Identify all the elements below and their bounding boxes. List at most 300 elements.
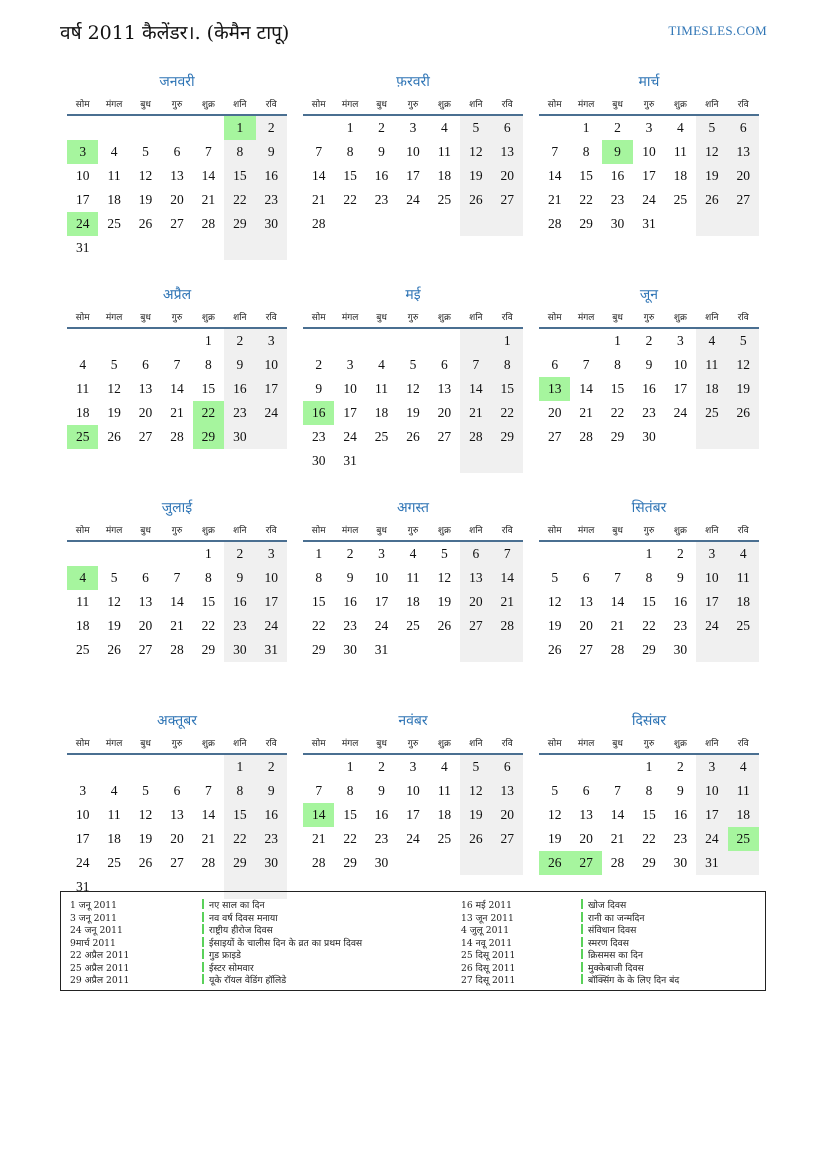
weekday-header: सोम (303, 305, 334, 328)
day-cell: 18 (406, 594, 420, 609)
weekday-header: मंगल (98, 305, 129, 328)
day-cell: 8 (614, 357, 621, 372)
empty-cell (696, 449, 727, 473)
day-cell: 4 (441, 120, 448, 135)
day-cell: 12 (460, 779, 491, 803)
weekday-header: सोम (303, 518, 334, 541)
empty-cell (303, 754, 334, 779)
day-cell: 8 (205, 570, 212, 585)
day-cell: 31 (75, 879, 90, 894)
day-cell: 21 (170, 405, 184, 420)
day-cell: 15 (579, 168, 593, 183)
day-cell: 22 (642, 831, 656, 846)
day-cell: 21 (610, 618, 625, 633)
day-cell: 16 (610, 168, 625, 183)
empty-cell (397, 328, 428, 353)
day-cell: 5 (142, 144, 149, 159)
holiday-name: मुक्केबाजी दिवस (588, 962, 644, 974)
weekday-header: सोम (67, 305, 98, 328)
empty-cell (334, 328, 365, 353)
day-cell: 23 (256, 827, 287, 851)
day-cell: 20 (492, 164, 523, 188)
day-cell: 29 (224, 212, 255, 236)
month-table (303, 92, 523, 260)
empty-cell (67, 449, 98, 473)
holiday-date: 26 दिसू 2011 (461, 962, 516, 974)
day-cell: 2 (614, 120, 621, 135)
weekday-header: शुक्र (665, 731, 696, 754)
day-cell: 7 (173, 357, 181, 372)
day-cell: 31 (343, 453, 357, 468)
day-cell: 8 (582, 144, 590, 159)
day-cell: 22 (492, 401, 523, 425)
empty-cell (161, 236, 192, 260)
empty-cell (397, 638, 428, 662)
day-cell: 2 (256, 754, 287, 779)
day-cell: 12 (547, 807, 562, 822)
empty-cell (728, 236, 759, 260)
empty-cell (98, 541, 129, 566)
day-cell: 20 (547, 405, 562, 420)
empty-cell (161, 449, 192, 473)
empty-cell (429, 212, 460, 236)
day-cell: 12 (107, 594, 121, 609)
day-cell: 2 (256, 115, 287, 140)
day-cell: 7 (205, 783, 212, 798)
day-cell: 21 (201, 192, 216, 207)
empty-cell (492, 236, 523, 260)
day-cell: 30 (256, 851, 287, 875)
weekday-header: गुरु (397, 731, 428, 754)
empty-cell (492, 638, 523, 662)
empty-cell (98, 449, 129, 473)
day-cell: 16 (374, 807, 389, 822)
weekday-header: गुरु (161, 305, 192, 328)
day-cell: 9 (677, 570, 684, 585)
empty-cell (67, 662, 98, 686)
day-cell: 12 (460, 140, 491, 164)
day-cell: 14 (547, 168, 562, 183)
empty-cell (98, 236, 129, 260)
day-cell: 12 (696, 140, 727, 164)
day-cell: 10 (343, 381, 357, 396)
month-calendar (303, 498, 523, 711)
day-cell: 16 (256, 164, 287, 188)
weekday-header: रवि (728, 731, 759, 754)
empty-cell (256, 662, 287, 686)
holiday-name: राष्ट्रीय हीरोज दिवस (209, 925, 273, 936)
day-cell: 20 (138, 618, 153, 633)
day-cell: 22 (343, 192, 357, 207)
day-cell: 14 (492, 566, 523, 590)
day-cell: 24 (696, 827, 727, 851)
empty-cell (696, 662, 727, 686)
weekday-header: सोम (67, 92, 98, 115)
day-cell: 1 (315, 546, 323, 561)
day-cell: 3 (378, 546, 385, 561)
empty-cell (98, 662, 129, 686)
day-cell: 13 (170, 168, 184, 183)
day-cell: 4 (728, 541, 759, 566)
day-cell: 26 (460, 827, 491, 851)
day-cell: 25 (437, 192, 452, 207)
weekday-header: शनि (224, 731, 255, 754)
day-cell: 20 (170, 192, 184, 207)
day-cell: 17 (696, 803, 727, 827)
empty-cell (193, 662, 224, 686)
weekday-header: शुक्र (193, 518, 224, 541)
day-cell: 17 (406, 807, 420, 822)
empty-cell (130, 541, 161, 566)
empty-cell (256, 425, 287, 449)
month-name: अगस्त (396, 500, 429, 516)
empty-cell (397, 212, 428, 236)
day-cell: 9 (677, 783, 684, 798)
weekday-header: गुरु (397, 92, 428, 115)
month-calendar (67, 72, 287, 285)
month-name: मार्च (638, 74, 660, 90)
day-cell: 15 (610, 381, 625, 396)
weekday-header: बुध (366, 305, 397, 328)
weekday-header: गुरु (161, 518, 192, 541)
day-cell: 8 (645, 570, 653, 585)
weekday-header: शनि (224, 92, 255, 115)
day-cell: 21 (579, 405, 593, 420)
day-cell: 25 (75, 642, 90, 657)
day-cell: 28 (311, 855, 326, 870)
empty-cell (633, 662, 664, 686)
weekday-header: बुध (602, 305, 633, 328)
empty-cell (539, 541, 570, 566)
day-cell: 19 (406, 405, 420, 420)
day-cell: 9 (378, 144, 385, 159)
empty-cell (334, 662, 365, 686)
day-cell: 13 (492, 779, 523, 803)
day-cell: 6 (142, 357, 149, 372)
empty-cell (429, 662, 460, 686)
day-cell: 28 (460, 425, 491, 449)
day-cell: 13 (579, 594, 593, 609)
day-cell: 19 (107, 618, 121, 633)
day-cell: 12 (138, 168, 153, 183)
empty-cell (633, 236, 664, 260)
day-cell: 11 (696, 353, 727, 377)
month-table (303, 731, 523, 899)
day-cell: 18 (728, 803, 759, 827)
day-cell: 2 (315, 357, 323, 372)
empty-cell (728, 638, 759, 662)
day-cell: 28 (311, 216, 326, 231)
day-cell: 16 (374, 168, 389, 183)
month-table (539, 305, 759, 473)
empty-cell (602, 541, 633, 566)
day-cell: 26 (460, 188, 491, 212)
empty-cell (303, 328, 334, 353)
day-cell: 14 (610, 594, 625, 609)
day-cell: 10 (75, 168, 90, 183)
day-cell: 6 (492, 754, 523, 779)
day-cell: 30 (610, 216, 625, 231)
month-name: फ़रवरी (396, 74, 430, 90)
day-cell: 1 (645, 546, 653, 561)
holiday-name: नए साल का दिन (209, 900, 265, 911)
day-cell: 21 (311, 192, 326, 207)
day-cell: 9 (224, 353, 255, 377)
day-cell: 1 (492, 328, 523, 353)
day-cell: 3 (645, 120, 653, 135)
day-cell: 8 (224, 140, 255, 164)
day-cell: 24 (256, 614, 287, 638)
empty-cell (224, 236, 255, 260)
day-cell: 3 (409, 759, 417, 774)
empty-cell (429, 638, 460, 662)
empty-cell (366, 236, 397, 260)
empty-cell (602, 662, 633, 686)
day-cell: 3 (696, 754, 727, 779)
weekday-header: मंगल (570, 92, 601, 115)
weekday-header: गुरु (633, 731, 664, 754)
empty-cell (130, 662, 161, 686)
empty-cell (256, 236, 287, 260)
day-cell: 9 (224, 566, 255, 590)
day-cell: 2 (378, 759, 385, 774)
day-cell: 13 (539, 377, 570, 401)
weekday-header: गुरु (161, 731, 192, 754)
day-cell: 23 (311, 429, 326, 444)
empty-cell (665, 662, 696, 686)
day-cell: 6 (441, 357, 448, 372)
holiday-date: 1 जनू 2011 (70, 900, 117, 911)
day-cell: 8 (205, 357, 212, 372)
day-cell: 21 (460, 401, 491, 425)
month-table (539, 92, 759, 260)
weekday-header: सोम (303, 92, 334, 115)
month-table (67, 518, 287, 686)
day-cell: 4 (110, 783, 118, 798)
day-cell: 25 (437, 831, 452, 846)
day-cell: 3 (79, 783, 87, 798)
month-table (67, 731, 287, 899)
empty-cell (98, 115, 129, 140)
day-cell: 20 (138, 405, 153, 420)
day-cell: 9 (602, 140, 633, 164)
day-cell: 22 (343, 831, 357, 846)
day-cell: 1 (346, 759, 354, 774)
empty-cell (602, 754, 633, 779)
day-cell: 24 (696, 614, 727, 638)
day-cell: 2 (645, 333, 653, 348)
day-cell: 1 (224, 115, 255, 140)
day-cell: 9 (645, 357, 653, 372)
day-cell: 22 (610, 405, 625, 420)
empty-cell (334, 212, 365, 236)
day-cell: 2 (224, 328, 255, 353)
day-cell: 31 (374, 642, 389, 657)
day-cell: 4 (110, 144, 118, 159)
month-name: मई (405, 287, 421, 303)
holiday-name: नव वर्ष दिवस मनाया (209, 912, 278, 924)
day-cell: 29 (642, 642, 656, 657)
weekday-header: मंगल (570, 518, 601, 541)
holiday-date: 22 अप्रैल 2011 (70, 950, 130, 961)
holiday-date: 24 जनू 2011 (70, 925, 123, 936)
day-cell: 25 (374, 429, 389, 444)
day-cell: 15 (343, 168, 357, 183)
month-calendar (539, 285, 759, 498)
weekday-header: शनि (460, 731, 491, 754)
day-cell: 6 (728, 115, 759, 140)
site-link[interactable]: TIMESLES.COM (668, 23, 767, 38)
day-cell: 17 (256, 590, 287, 614)
day-cell: 14 (201, 168, 216, 183)
day-cell: 4 (696, 328, 727, 353)
day-cell: 28 (610, 642, 625, 657)
empty-cell (460, 328, 491, 353)
weekday-header: गुरु (397, 518, 428, 541)
weekday-header: शनि (224, 518, 255, 541)
day-cell: 17 (343, 405, 357, 420)
day-cell: 16 (224, 590, 255, 614)
day-cell: 12 (138, 807, 153, 822)
day-cell: 23 (642, 405, 656, 420)
month-table (67, 92, 287, 260)
day-cell: 19 (728, 377, 759, 401)
empty-cell (397, 851, 428, 875)
empty-cell (539, 328, 570, 353)
empty-cell (193, 754, 224, 779)
day-cell: 8 (315, 570, 323, 585)
empty-cell (161, 541, 192, 566)
holiday-marker (202, 937, 204, 947)
day-cell: 28 (201, 855, 216, 870)
month-name: जून (639, 287, 659, 303)
day-cell: 26 (107, 642, 121, 657)
day-cell: 30 (343, 642, 357, 657)
holiday-date: 25 दिसू 2011 (461, 950, 516, 961)
empty-cell (539, 115, 570, 140)
day-cell: 25 (728, 827, 759, 851)
weekday-header: शनि (696, 731, 727, 754)
day-cell: 15 (224, 803, 255, 827)
day-cell: 26 (539, 851, 570, 875)
empty-cell (397, 236, 428, 260)
day-cell: 27 (570, 851, 601, 875)
day-cell: 1 (582, 120, 590, 135)
day-cell: 7 (173, 570, 181, 585)
day-cell: 19 (437, 594, 452, 609)
day-cell: 26 (437, 618, 452, 633)
day-cell: 27 (170, 216, 184, 231)
day-cell: 4 (79, 357, 87, 372)
month-name: सितंबर (631, 500, 667, 516)
day-cell: 20 (579, 831, 593, 846)
weekday-header: बुध (130, 305, 161, 328)
weekday-header: शुक्र (429, 92, 460, 115)
empty-cell (460, 449, 491, 473)
day-cell: 6 (142, 570, 149, 585)
weekday-header: बुध (366, 731, 397, 754)
day-cell: 27 (138, 642, 153, 657)
day-cell: 6 (173, 783, 181, 798)
day-cell: 19 (138, 831, 153, 846)
holiday-name: यूके रॉयल वेडिंग हॉलिडे (209, 975, 287, 986)
day-cell: 27 (492, 188, 523, 212)
day-cell: 27 (728, 188, 759, 212)
day-cell: 7 (460, 353, 491, 377)
day-cell: 1 (614, 333, 621, 348)
weekday-header: सोम (539, 305, 570, 328)
weekday-header: शुक्र (429, 305, 460, 328)
weekday-header: रवि (256, 305, 287, 328)
empty-cell (161, 328, 192, 353)
day-cell: 19 (460, 803, 491, 827)
weekday-header: गुरु (633, 518, 664, 541)
day-cell: 24 (67, 212, 98, 236)
empty-cell (665, 236, 696, 260)
day-cell: 21 (610, 831, 625, 846)
holiday-marker (202, 962, 204, 972)
weekday-header: बुध (602, 731, 633, 754)
day-cell: 15 (492, 377, 523, 401)
empty-cell (193, 449, 224, 473)
weekday-header: रवि (492, 518, 523, 541)
day-cell: 23 (610, 192, 625, 207)
empty-cell (366, 328, 397, 353)
day-cell: 30 (673, 855, 688, 870)
holiday-marker (581, 949, 583, 959)
empty-cell (161, 754, 192, 779)
empty-cell (539, 236, 570, 260)
holiday-name: रानी का जन्मदिन (588, 912, 645, 924)
weekday-header: रवि (492, 92, 523, 115)
weekday-header: शनि (460, 92, 491, 115)
weekday-header: शनि (696, 305, 727, 328)
day-cell: 7 (492, 541, 523, 566)
empty-cell (696, 638, 727, 662)
empty-cell (161, 115, 192, 140)
month-name: जुलाई (161, 500, 193, 516)
day-cell: 2 (224, 541, 255, 566)
page-title: वर्ष 2011 कैलेंडर।. (केमैन टापू) (60, 22, 290, 44)
day-cell: 10 (406, 783, 420, 798)
day-cell: 24 (256, 401, 287, 425)
day-cell: 1 (205, 333, 212, 348)
day-cell: 7 (582, 357, 590, 372)
day-cell: 28 (579, 429, 593, 444)
day-cell: 13 (460, 566, 491, 590)
day-cell: 10 (406, 144, 420, 159)
day-cell: 12 (406, 381, 420, 396)
day-cell: 30 (374, 855, 389, 870)
empty-cell (460, 236, 491, 260)
empty-cell (366, 449, 397, 473)
weekday-header: शुक्र (665, 305, 696, 328)
month-calendar (67, 498, 287, 711)
day-cell: 28 (170, 642, 184, 657)
day-cell: 18 (696, 377, 727, 401)
day-cell: 25 (406, 618, 420, 633)
day-cell: 23 (374, 831, 389, 846)
day-cell: 2 (677, 546, 684, 561)
day-cell: 18 (107, 192, 121, 207)
day-cell: 29 (224, 851, 255, 875)
day-cell: 16 (343, 594, 357, 609)
empty-cell (570, 541, 601, 566)
empty-cell (193, 236, 224, 260)
day-cell: 20 (579, 618, 593, 633)
weekday-header: शुक्र (665, 92, 696, 115)
day-cell: 4 (441, 759, 448, 774)
